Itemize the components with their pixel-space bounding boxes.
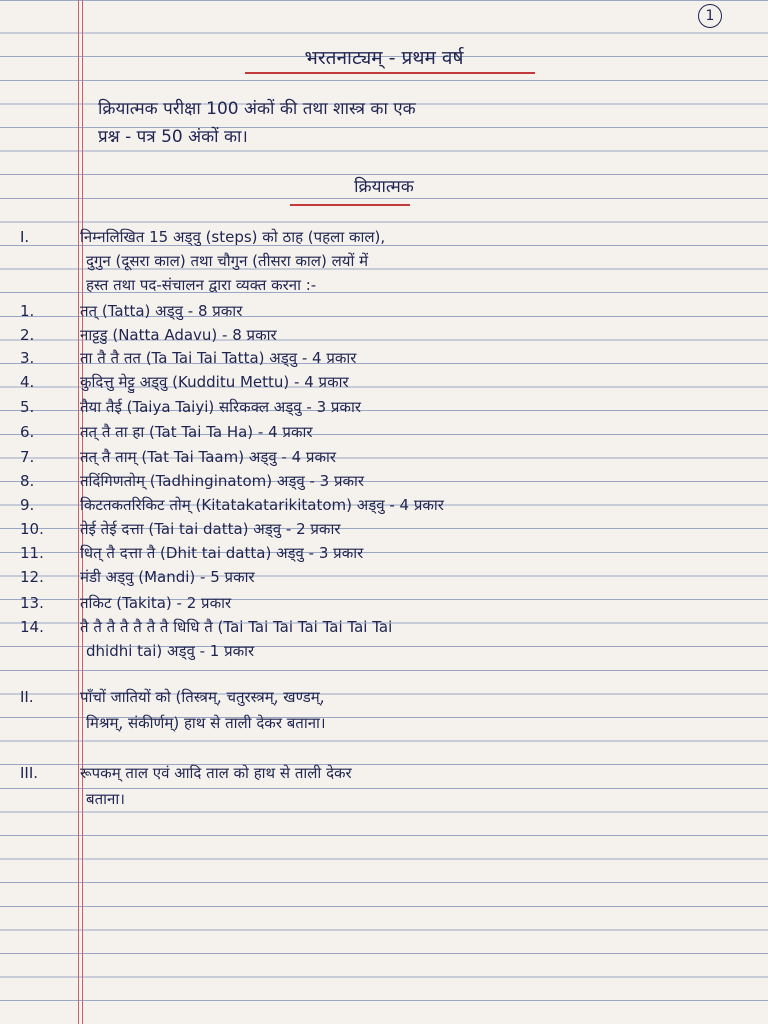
list-item: 10. तेई तेई दत्ता (Tai tai datta) अड्वु - 2 प्रकार — [20, 520, 341, 538]
list-item: 11. धित् तै दत्ता तै (Dhit tai datta) अड्वु - 3 प्रकार — [20, 544, 364, 562]
list-item: 8. तदिंगिणतोम् (Tadhinginatom) अड्वु - 3 प्रकार — [20, 472, 365, 490]
intro-line-2: प्रश्न - पत्र 50 अंकों का। — [98, 127, 248, 147]
page-number: 1 — [698, 4, 722, 28]
list-item-14-continuation: dhidhi tai) अड्वु - 1 प्रकार — [86, 642, 255, 660]
heading-underline — [290, 204, 410, 206]
list-item: 1. तत् (Tatta) अड्वु - 8 प्रकार — [20, 302, 243, 320]
list-item: 5. तैया तैई (Taiya Taiyi) सरिकक्ल अड्वु - 3 प्रकार — [20, 398, 361, 416]
section-heading: क्रियात्मक — [354, 177, 414, 197]
page-title: भरतनाट्यम् - प्रथम वर्ष — [304, 47, 464, 69]
section-1-number: I. — [20, 228, 30, 246]
section-3-line-2: बताना। — [86, 790, 125, 808]
list-item: 7. तत् तै ताम् (Tat Tai Taam) अड्वु - 4 प्रकार — [20, 448, 336, 466]
list-item: 12. मंडी अड्वु (Mandi) - 5 प्रकार — [20, 568, 255, 586]
list-item: 4. कुदित्तु मेट्टु अड्वु (Kudditu Mettu) - 4 प्रकार — [20, 373, 349, 391]
list-item: 14. तै तै तै तै तै तै तै धिधि तै (Tai Tai Tai Tai Tai Tai Tai — [20, 618, 393, 636]
section-1-line-2: दुगुन (दूसरा काल) तथा चौगुन (तीसरा काल) लयों में — [86, 252, 369, 270]
intro-line-1: क्रियात्मक परीक्षा 100 अंकों की तथा शास्त्र का एक — [98, 99, 416, 119]
list-item: 3. ता तै तै तत (Ta Tai Tai Tatta) अड्वु - 4 प्रकार — [20, 349, 357, 367]
section-3-line-1: III. रूपकम् ताल एवं आदि ताल को हाथ से ताली देकर — [20, 764, 352, 782]
title-underline — [245, 72, 535, 74]
section-1-line-1: I. निम्नलिखित 15 अड्वु (steps) को ठाह (पहला काल), — [20, 228, 386, 246]
list-item: 6. तत् तै ता हा (Tat Tai Ta Ha) - 4 प्रकार — [20, 423, 313, 441]
list-item: 2. नाट्टडु (Natta Adavu) - 8 प्रकार — [20, 326, 277, 344]
section-3-number: III. — [20, 764, 39, 782]
list-item: 9. किटतकतरिकिट तोम् (Kitatakatarikitatom) अड्वु - 4 प्रकार — [20, 496, 444, 514]
section-2-number: II. — [20, 688, 34, 706]
section-1-line-3: हस्त तथा पद-संचालन द्वारा व्यक्त करना :- — [86, 276, 317, 294]
section-2-line-1: II. पाँचों जातियों को (तिस्त्रम्, चतुरस्त्रम्, खण्डम्, — [20, 688, 325, 706]
section-2-line-2: मिश्रम्, संकीर्णम्) हाथ से ताली देकर बताना। — [86, 714, 326, 732]
list-item: 13. तकिट (Takita) - 2 प्रकार — [20, 594, 232, 612]
